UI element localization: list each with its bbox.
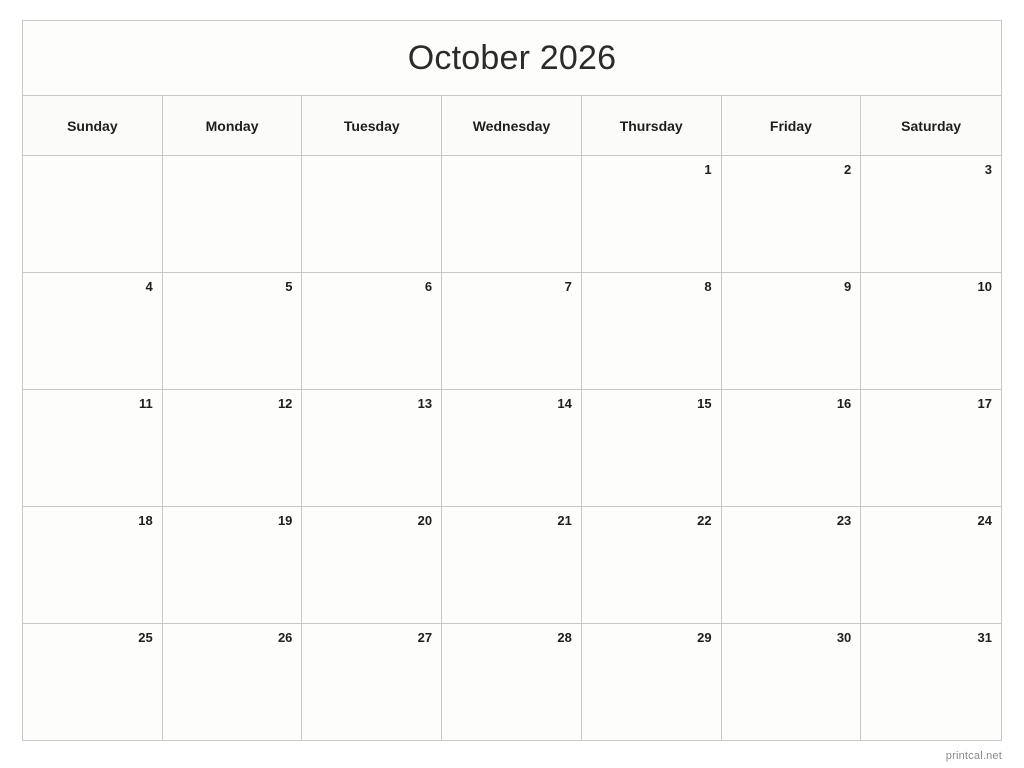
day-cell[interactable] [302,624,442,740]
day-cell[interactable] [722,507,862,623]
day-cell[interactable] [23,390,163,506]
day-number: 23 [836,513,852,528]
day-number: 18 [138,513,153,528]
day-cell[interactable] [163,273,303,389]
day-number: 27 [417,630,433,645]
day-cell[interactable] [163,390,303,506]
day-cell[interactable] [163,507,303,623]
week-row [23,273,1001,390]
day-number: 24 [977,513,992,528]
day-cell[interactable] [861,156,1001,272]
day-number: 14 [557,396,572,411]
day-number: 6 [424,279,433,294]
day-cell[interactable] [442,390,582,506]
day-cell[interactable] [23,273,163,389]
day-number: 19 [277,513,293,528]
day-cell[interactable] [582,624,722,740]
day-number: 8 [704,279,712,294]
day-number: 5 [285,279,293,294]
footer-credit: printcal.net [945,750,1002,762]
day-cell[interactable] [442,507,582,623]
day-cell[interactable] [582,507,722,623]
day-cell[interactable] [861,507,1001,623]
day-cell[interactable] [722,624,862,740]
weekday-header-saturday: Saturday [901,117,962,134]
weekday-header-row [23,96,1001,156]
day-cell[interactable] [23,624,163,740]
day-number: 12 [277,396,293,411]
day-cell[interactable] [302,273,442,389]
day-number: 29 [697,630,712,645]
week-row [23,156,1001,273]
day-cell[interactable] [302,156,442,272]
day-number: 21 [557,513,572,528]
calendar-title-bar [23,21,1001,96]
day-cell[interactable] [861,390,1001,506]
weekday-header-sunday: Sunday [23,96,163,155]
day-cell[interactable] [442,156,582,272]
day-cell[interactable] [582,273,722,389]
day-cell[interactable] [23,156,163,272]
day-number: 20 [417,513,433,528]
day-number: 30 [836,630,852,645]
week-row [23,507,1001,624]
day-number: 10 [977,279,992,294]
day-cell[interactable] [23,507,163,623]
day-number: 7 [564,279,572,294]
day-cell[interactable] [163,624,303,740]
day-number: 3 [984,162,992,177]
page-title: October 2026 [407,38,617,77]
day-number: 2 [844,162,852,177]
week-row [23,390,1001,507]
day-cell[interactable] [163,156,303,272]
calendar-grid [22,20,1002,741]
day-cell[interactable] [442,624,582,740]
day-cell[interactable] [582,156,722,272]
day-number: 9 [844,279,852,294]
day-number: 1 [704,162,712,177]
day-number: 22 [697,513,712,528]
day-number: 28 [557,630,572,645]
day-number: 25 [138,630,153,645]
day-number: 11 [138,396,153,411]
weekday-header-friday: Friday [722,96,862,155]
weekday-header-tuesday: Tuesday [302,96,442,155]
day-number: 15 [697,396,712,411]
day-cell[interactable] [442,273,582,389]
day-number: 4 [145,279,153,294]
day-number: 31 [977,630,992,645]
day-cell[interactable] [582,390,722,506]
day-number: 16 [836,396,852,411]
day-number: 17 [977,396,992,411]
weekday-header-wednesday: Wednesday [442,96,582,155]
weekday-header-thursday: Thursday [582,96,722,155]
day-cell[interactable] [722,156,862,272]
day-cell[interactable] [722,390,862,506]
day-cell[interactable] [861,624,1001,740]
day-number: 13 [417,396,433,411]
week-row [23,624,1001,740]
weekday-header-monday: Monday [163,96,303,155]
day-cell[interactable] [302,390,442,506]
day-number: 26 [277,630,293,645]
day-cell[interactable] [722,273,862,389]
day-cell[interactable] [302,507,442,623]
day-cell[interactable] [861,273,1001,389]
